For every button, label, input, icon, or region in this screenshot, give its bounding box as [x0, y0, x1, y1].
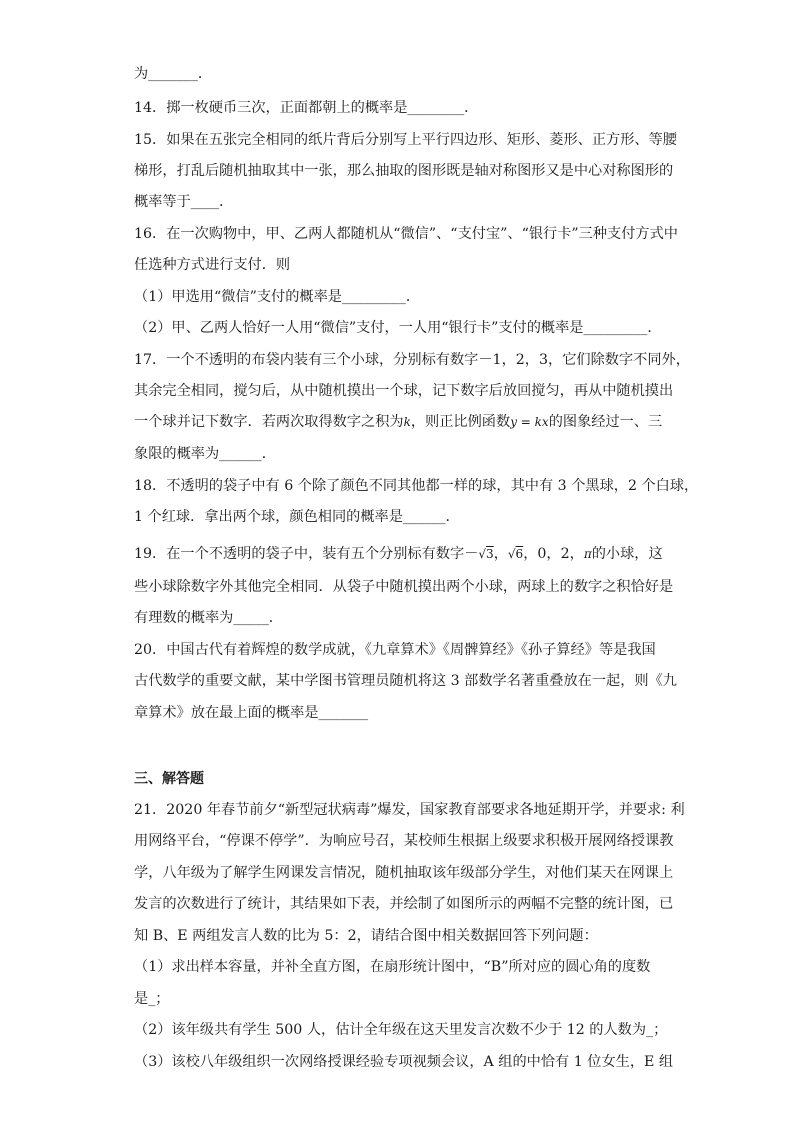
q17-text-before-k: 一个球并记下数字．若两次取得数字之积为	[134, 414, 404, 430]
question-15-line-3: 概率等于____．	[134, 194, 234, 210]
question-21-part-1: （1）求出样本容量，并补全直方图，在扇形统计图中，“B”所对应的圆心角的度数	[134, 959, 651, 975]
question-21-line-2: 用网络平台，“停课不停学”．为响应号召，某校师生根据上级要求积极开展网络授课教	[134, 833, 674, 849]
question-19-line-3: 有理数的概率为_____．	[134, 610, 283, 626]
question-21-line-4: 发言的次数进行了统计，其结果如下表，并绘制了如图所示的两幅不完整的统计图，已	[134, 896, 674, 912]
question-15-line-2: 梯形，打乱后随机抽取其中一张，那么抽取的图形既是轴对称图形又是中心对称图形的	[134, 163, 674, 179]
question-17-line-2: 其余完全相同，搅匀后，从中随机摸出一个球，记下数字后放回搅匀，再从中随机摸出	[134, 383, 674, 399]
q17-variable-k: k	[403, 415, 411, 429]
question-17-line-1: 17．一个不透明的布袋内装有三个小球，分别标有数字－1，2，3，它们除数字不同外，	[134, 352, 690, 368]
q19-minus: －	[464, 546, 479, 562]
question-18-line-1: 18．不透明的袋子中有 6 个除了颜色不同其他都一样的球，其中有 3 个黑球，2 个白球，	[134, 478, 699, 494]
q19-sqrt-3: √3	[478, 547, 494, 561]
question-21-part-2: （2）该年级共有学生 500 人，估计全年级在这天里发言次数不少于 12 的人数为_；	[134, 1022, 668, 1038]
question-19-line-2: 些小球除数字外其他完全相同．从袋子中随机摸出两个小球，两球上的数字之积恰好是	[134, 579, 674, 595]
section-heading: 三、解答题	[134, 771, 204, 787]
question-17-line-3	[134, 412, 674, 432]
q19-rest: ，0，2，	[523, 546, 584, 562]
q19-sqrt-6: √6	[507, 547, 524, 561]
question-20-line-3: 章算术》放在最上面的概率是_______	[134, 705, 369, 721]
q19-pi: π	[583, 547, 592, 561]
q13-tail: 为_______．	[134, 66, 213, 82]
q19-separator: ，	[493, 546, 508, 562]
question-16-part-1: （1）甲选用“微信”支付的概率是_________．	[134, 289, 421, 305]
question-21-line-1: 21．2020 年春节前夕“新型冠状病毒”爆发，国家教育部要求各地延期开学，并要求: 利	[134, 802, 685, 818]
question-15-line-1: 15．如果在五张完全相同的纸片背后分别写上平行四边形、矩形、菱形、正方形、等腰	[134, 132, 677, 148]
q19-radicand-3: 3	[486, 547, 494, 561]
question-19-line-1	[134, 542, 674, 566]
question-16-line-2: 任选种方式进行支付．则	[134, 257, 291, 273]
q19-suffix: 的小球，这	[591, 546, 663, 562]
question-21-part-3: （3）该校八年级组织一次网络授课经验专项视频会议，A 组的中恰有 1 位女生，E 组	[134, 1054, 674, 1070]
question-17-line-4: 象限的概率为______．	[134, 446, 276, 462]
question-20-line-2: 古代数学的重要文献，某中学图书管理员随机将这 3 部数学名著重叠放在一起，则《九	[134, 673, 677, 689]
question-21-line-5: 知 B、E 两组发言人数的比为 5：2，请结合图中相关数据回答下列问题：	[134, 928, 598, 944]
question-21-part-1-cont: 是_；	[134, 991, 170, 1007]
question-16-part-2: （2）甲、乙两人恰好一人用“微信”支付，一人用“银行卡”支付的概率是_________．	[134, 320, 662, 336]
q17-text-middle: ，则正比例函数	[410, 414, 511, 430]
question-16-line-1: 16．在一次购物中，甲、乙两人都随机从“微信”、“支付宝”、“银行卡”三种支付方式中	[134, 226, 678, 242]
q17-text-after: 的图象经过一、三	[548, 414, 663, 430]
question-18-line-2: 1 个红球．拿出两个球，颜色相同的概率是______．	[134, 509, 460, 525]
q19-prefix: 19．在一个不透明的袋子中，装有五个分别标有数字	[134, 546, 465, 562]
question-14: 14．掷一枚硬币三次，正面都朝上的概率是________．	[134, 100, 479, 116]
q19-radicand-6: 6	[515, 547, 524, 561]
q17-equation: y = kx	[510, 415, 549, 429]
question-21-line-3: 学，八年级为了解学生网课发言情况，随机抽取该年级部分学生，对他们某天在网课上	[134, 865, 674, 881]
question-20-line-1: 20．中国古代有着辉煌的数学成就，《九章算术》《周髀算经》《孙子算经》等是我国	[134, 642, 656, 658]
